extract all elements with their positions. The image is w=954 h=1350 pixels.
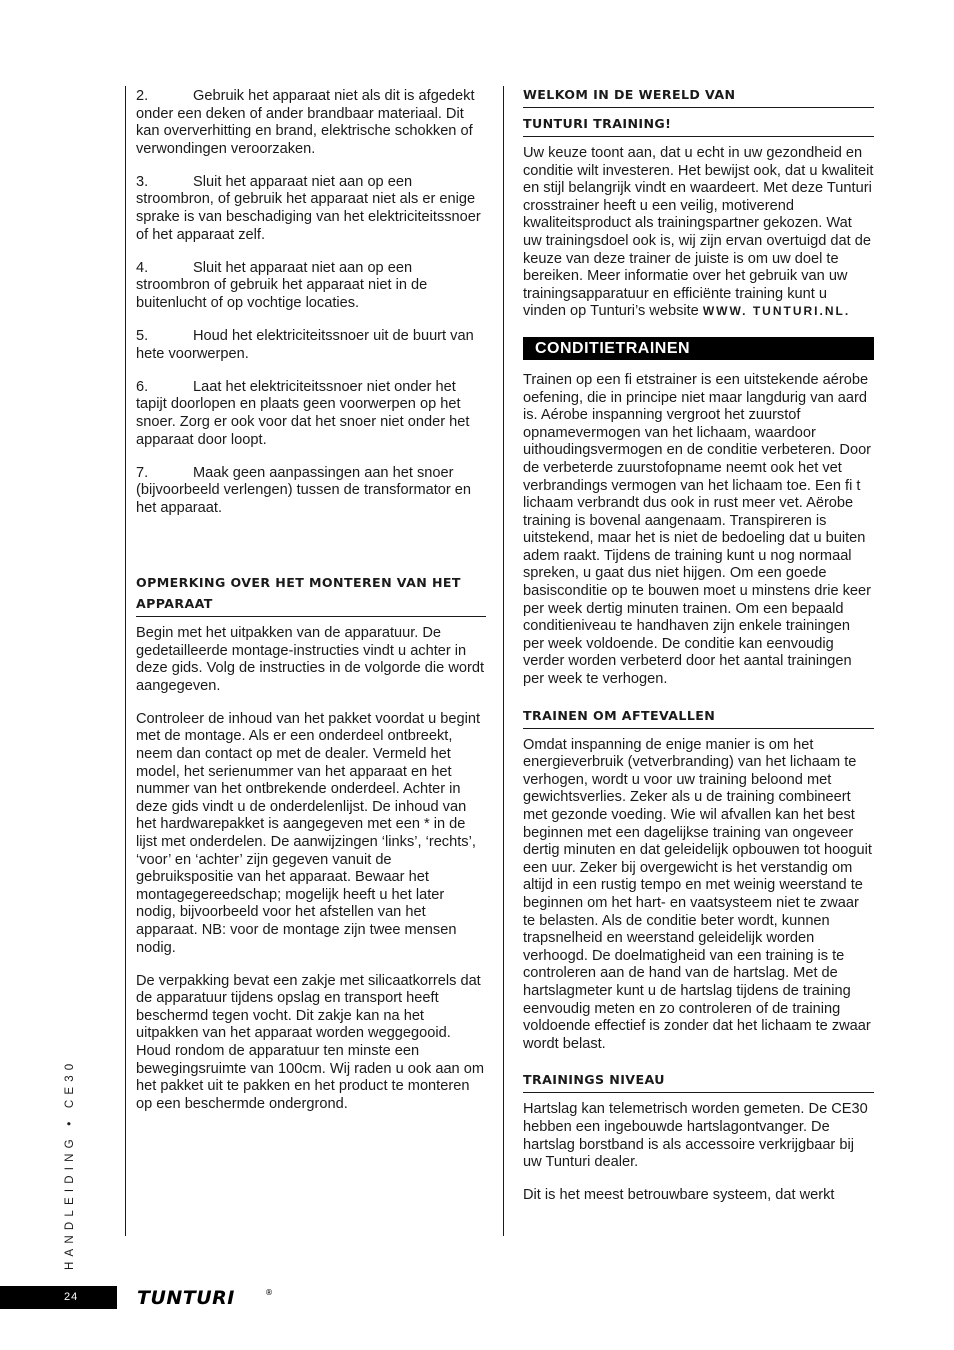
tunturi-logo-graphic <box>137 1287 277 1309</box>
list-item: 3. Sluit het apparaat niet aan op een stroombron, of gebruik het apparaat niet als er enige sprake is van beschadiging van het elektriciteitssnoer of het apparaat zelf. <box>136 173 481 243</box>
weightloss-heading: TRAINEN OM AFTEVALLEN <box>523 705 874 729</box>
column-separator <box>503 86 504 1236</box>
manual-side-label: HANDLEIDING • CE30 <box>64 1058 76 1270</box>
training-level-heading: TRAININGS NIVEAU <box>523 1069 874 1093</box>
assembly-paragraph: Controleer de inhoud van het pakket voordat u begint met de montage. Als er een onderdeel ontbreekt, neem dan contact op met de dealer. Vermeld het model, het serienummer van het apparaat en het nummer van het ontbrekende onderdeel. Achter in deze gids vindt u de onderdelenlijst. De inhoud van het hardwarepakket is aangegeven met een * in de lijst met onderdelen. De aanwijzingen ‘links’, ‘rechts’, ‘voor’ en ‘achter’ zijn gegeven vanuit de gebruikspositie van het apparaat. Bewaar het montagegereedschap; mogelijk heeft u het later nodig, bijvoorbeeld voor het afstellen van het apparaat. NB: voor de montage zijn twee mensen nodig. <box>136 710 481 956</box>
training-level-text-continued: Dit is het meest betrouwbare systeem, dat werkt <box>523 1187 835 1204</box>
list-item: 2. Gebruik het apparaat niet als dit is afgedekt onder een deken of ander brandbaar materiaal. Dit kan oververhitting en brand, elektrische schokken of verwondingen veroorzaken. <box>136 88 475 157</box>
list-item: 6. Laat het elektriciteitssnoer niet onder het tapijt doorlopen en plaats geen voorwerpen op het snoer. Zorg er ook voor dat het snoer niet onder het apparaat door loopt. <box>136 378 470 448</box>
safety-list <box>136 88 488 517</box>
welcome-heading-line-2: TUNTURI TRAINING! <box>523 113 874 137</box>
weightloss-text: Omdat inspanning de enige manier is om het energieverbruik (vetverbranding) van het lichaam te verhogen, wordt u voor uw training beloond met gewichtsverlies. Zeker als u de training combineert met gezonde voeding. Wie wil afvallen kan het best beginnen met een dagelijkse training van ongeveer dertig minuten en dat geleidelijk opbouwen tot hooguit een uur. Zeker bij overgewicht is het verstandig om altijd in een rustig tempo en met weinig weerstand te beginnen om het hart- en vaatsysteem niet te zwaar te belasten. Als de conditie beter wordt, kunnen trapsnelheid en weerstand geleidelijk worden verhoogd. De doelmatigheid van een training is te controleren aan de hand van de hartslag. Met de hartslagmeter kunt u de hartslag tijdens de training eenvoudig meten en zo controleren of de training voldoende effectief is zonder dat het lichaam te zwaar wordt belast. <box>523 736 872 1052</box>
website-link[interactable]: WWW. TUNTURI.NL. <box>702 304 851 319</box>
condition-text: Trainen op een fi etstrainer is een uitstekende aérobe oefening, die in principe niet maar langdurig van aard is. Aérobe inspanning vergroot het zuurstof opnamevermogen van het lichaam, waardoor uithoudingsvermogen en de conditie verbeteren. Door de verbeterde zuurstofopname neemt ook het vet verbrandings vermogen van het lichaam toe. Een fi t lichaam verbrandt dus ook in rust meer vet. Aërobe training is bovenal aangenaam. Transpireren is uitstekend, maar het is niet de bedoeling dat u buiten adem raakt. Tijdens de training kunt u nog normaal spreken, u gaat dus niet hijgen. Om een goede basisconditie op te bouwen moet u minstens drie keer per week dertig minuten trainen. Om een bepaald conditieniveau te handhaven zijn enkele trainingen per week voldoende. De conditie kan eenvoudig verder worden verbeterd door het aantal trainingen per week te verhogen. <box>523 371 872 688</box>
page-number: 24 <box>64 1291 79 1303</box>
assembly-paragraph: De verpakking bevat een zakje met silicaatkorrels dat de apparatuur tijdens opslag en transport heeft beschermd tegen vocht. Dit zakje kan na het uitpakken van het apparaat worden weggegooid. Houd rondom de apparatuur ten minste een bewegingsruimte van 100cm. Wij raden u ook aan om het pakket uit te pakken en het product te monteren op een beschermde ondergrond. <box>136 972 484 1112</box>
welcome-text: Uw keuze toont aan, dat u echt in uw gezondheid en conditie wilt investeren. Het bewijst ook, dat u kwaliteit en stijl belangrijk vindt en waardeert. Met deze Tunturi crosstrainer heeft u een veilig, motiverend kwaliteitsproduct als trainingspartner gekozen. Wat uw trainingsdoel ook is, wij zijn ervan overtuigd dat de keuze van deze trainer de juiste is om uw doel te bereiken. Meer informatie over het gebruik van uw trainingsapparatuur en efficiënte training kunt u vinden op Tunturi’s website WWW. TUNTURI.NL. <box>523 145 874 320</box>
tunturi-logo <box>137 1287 277 1314</box>
left-column <box>136 88 488 533</box>
training-level-text: Hartslag kan telemetrisch worden gemeten. De CE30 hebben een ingebouwde hartslagontvanger. De hartslag borstband is als accessoire verkrijgbaar bij uw Tunturi dealer. <box>523 1101 868 1171</box>
left-margin-rule <box>125 86 126 1236</box>
assembly-paragraph: Begin met het uitpakken van de apparatuur. De gedetailleerde montage-instructies vindt u achter in deze gids. Volg de instructies in de volgorde die wordt aangegeven. <box>136 625 485 694</box>
right-column <box>523 84 874 1205</box>
welcome-heading-line-1: WELKOM IN DE WERELD VAN <box>523 84 874 108</box>
list-item: 7. Maak geen aanpassingen aan het snoer (bijvoorbeeld verlengen) tussen de transformator en het apparaat. <box>136 464 472 516</box>
list-item: 4. Sluit het apparaat niet aan op een stroombron of gebruik het apparaat niet in de buitenlucht of op vochtige locaties. <box>136 259 428 311</box>
svg-text:TUNTURI: TUNTURI <box>137 1287 235 1309</box>
list-item: 5. Houd het elektriciteitssnoer uit de buurt van hete voorwerpen. <box>136 328 474 362</box>
condition-heading: CONDITIETRAINEN <box>523 337 874 360</box>
assembly-section <box>136 572 486 1129</box>
svg-text:®: ® <box>265 1288 273 1297</box>
page-number-bar <box>0 1286 117 1309</box>
assembly-heading: OPMERKING OVER HET MONTEREN VAN HET APPARAAT <box>136 572 486 617</box>
